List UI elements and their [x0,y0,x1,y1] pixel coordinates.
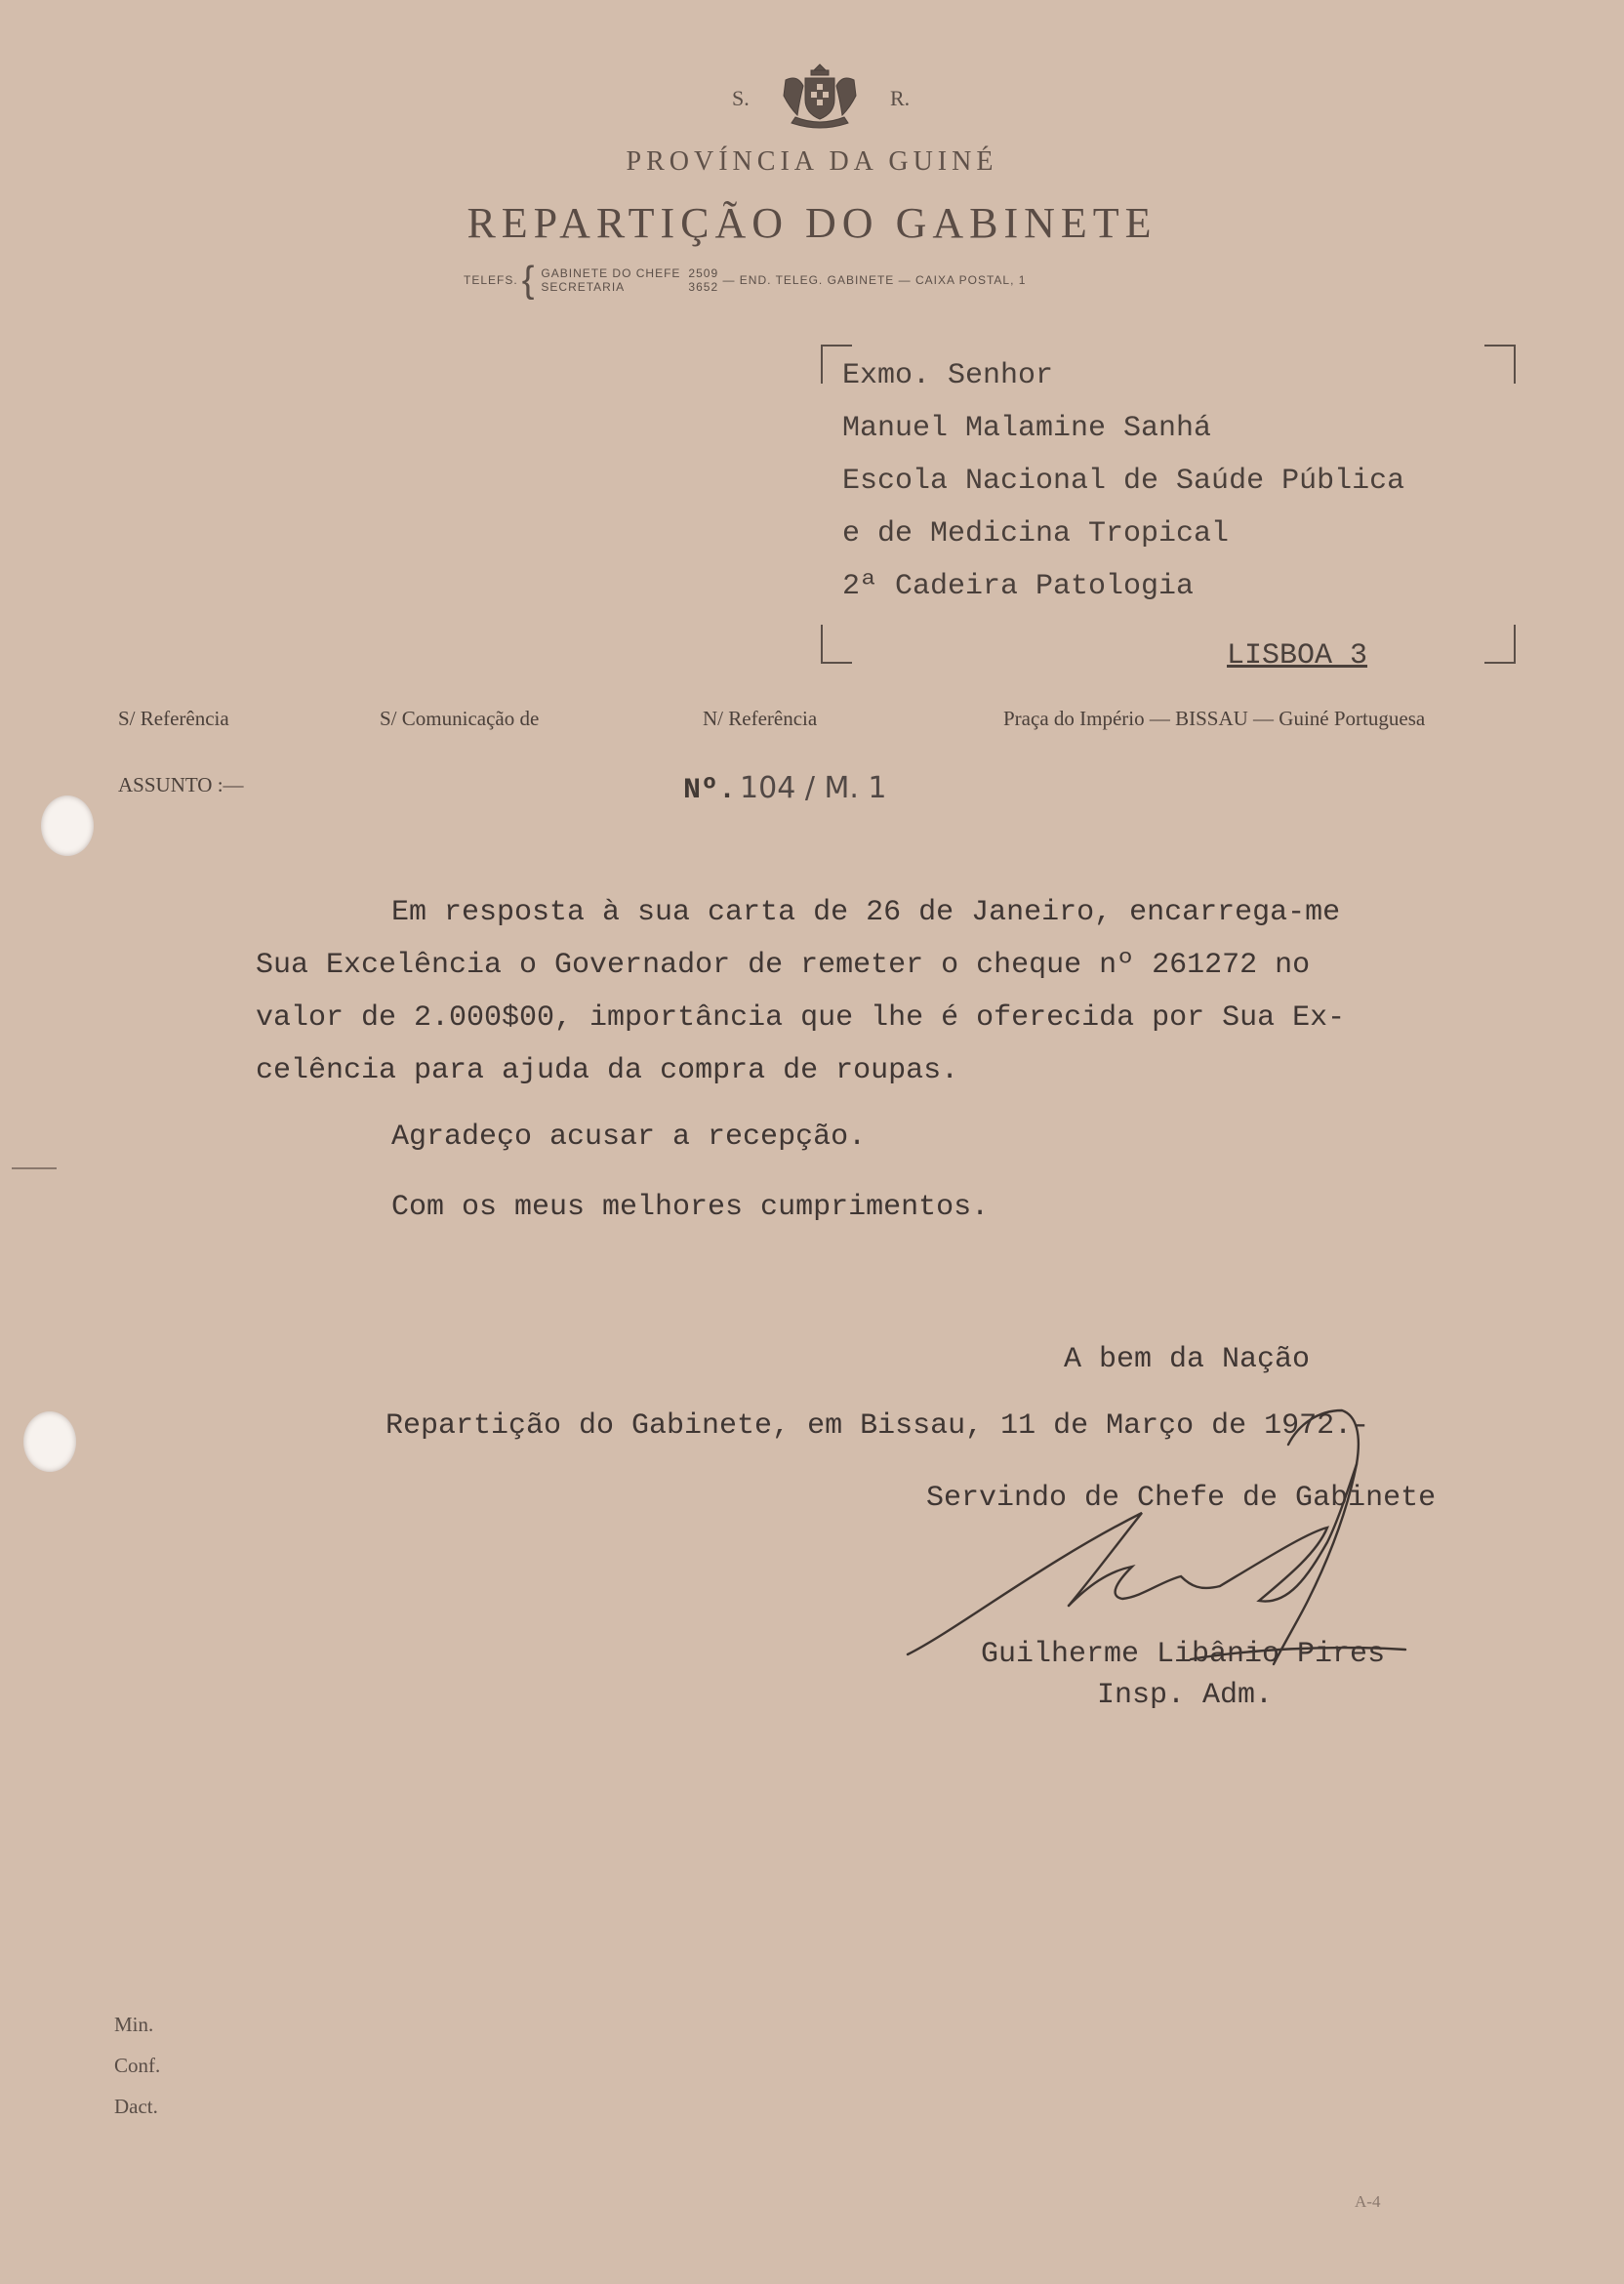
closing-role: Servindo de Chefe de Gabinete [926,1482,1437,1515]
body-p1-line-3: valor de 2.000$00, importância que lhe é oferecida por Sua Ex- [256,1001,1346,1035]
body-p2: Agradeço acusar a recepção. [391,1121,867,1154]
recipient-line-3: Escola Nacional de Saúde Pública [842,465,1405,498]
recipient-line-4: e de Medicina Tropical [842,517,1230,551]
phone2-number: 3652 [688,280,719,294]
footer-conf: Conf. [114,2054,161,2077]
coat-of-arms-icon [776,61,864,131]
s-comunicacao-label: S/ Comunicação de [380,707,540,730]
address-corner-bottom-left [821,625,852,664]
address-corner-bottom-right [1484,625,1516,664]
body-p1-line-1: Em resposta à sua carta de 26 de Janeiro, encarrega-me [391,896,1341,929]
form-code: A-4 [1355,2192,1381,2211]
letterhead-left-initial: S. [732,86,750,110]
punch-hole-top [41,795,94,856]
body-p1-line-2: Sua Excelência o Governador de remeter o cheque nº 261272 no [256,949,1311,982]
phone2-label: SECRETARIA [541,280,626,294]
province-title: PROVÍNCIA DA GUINÉ [626,146,998,177]
closing-motto: A bem da Nação [1064,1343,1311,1376]
body-p3: Com os meus melhores cumprimentos. [391,1191,990,1224]
address-corner-top-right [1484,345,1516,384]
signer-title: Insp. Adm. [1097,1679,1274,1712]
handwritten-signature [898,1366,1483,1679]
n-referencia-label: N/ Referência [703,707,818,730]
margin-mark [12,1167,57,1169]
closing-place-date: Repartição do Gabinete, em Bissau, 11 de Março de 1972.- [386,1409,1370,1443]
footer-dact: Dact. [114,2095,158,2118]
assunto-label: ASSUNTO :— [118,773,244,796]
punch-hole-bottom [23,1411,76,1472]
body-p1-line-4: celência para ajuda da compra de roupas. [256,1054,959,1087]
recipient-line-2: Manuel Malamine Sanhá [842,412,1212,445]
letterhead-right-initial: R. [890,86,911,110]
sender-address: Praça do Império — BISSAU — Guiné Portuguesa [1003,707,1426,730]
telegraph-address: — END. TELEG. GABINETE — CAIXA POSTAL, 1 [722,273,1027,287]
reference-number-prefix: Nº. [683,774,737,807]
telefs-label: TELEFS. [464,273,518,287]
recipient-city: LISBOA 3 [1227,639,1368,673]
phone1-label: GABINETE DO CHEFE [541,266,681,280]
reference-number [683,771,887,807]
contact-line: TELEFS. { GABINETE DO CHEFE SECRETARIA2509 3652 — END. TELEG. GABINETE — CAIXA POSTAL, 1 [464,260,1027,301]
reference-number-handwritten: 104 / M. 1 [740,771,887,805]
recipient-line-5: 2ª Cadeira Patologia [842,570,1195,603]
s-referencia-label: S/ Referência [118,707,229,730]
signer-name: Guilherme Libânio Pires [981,1638,1386,1671]
footer-min: Min. [114,2013,154,2036]
department-title: REPARTIÇÃO DO GABINETE [467,199,1157,247]
phone1-number: 2509 [688,266,719,280]
recipient-line-1: Exmo. Senhor [842,359,1054,392]
